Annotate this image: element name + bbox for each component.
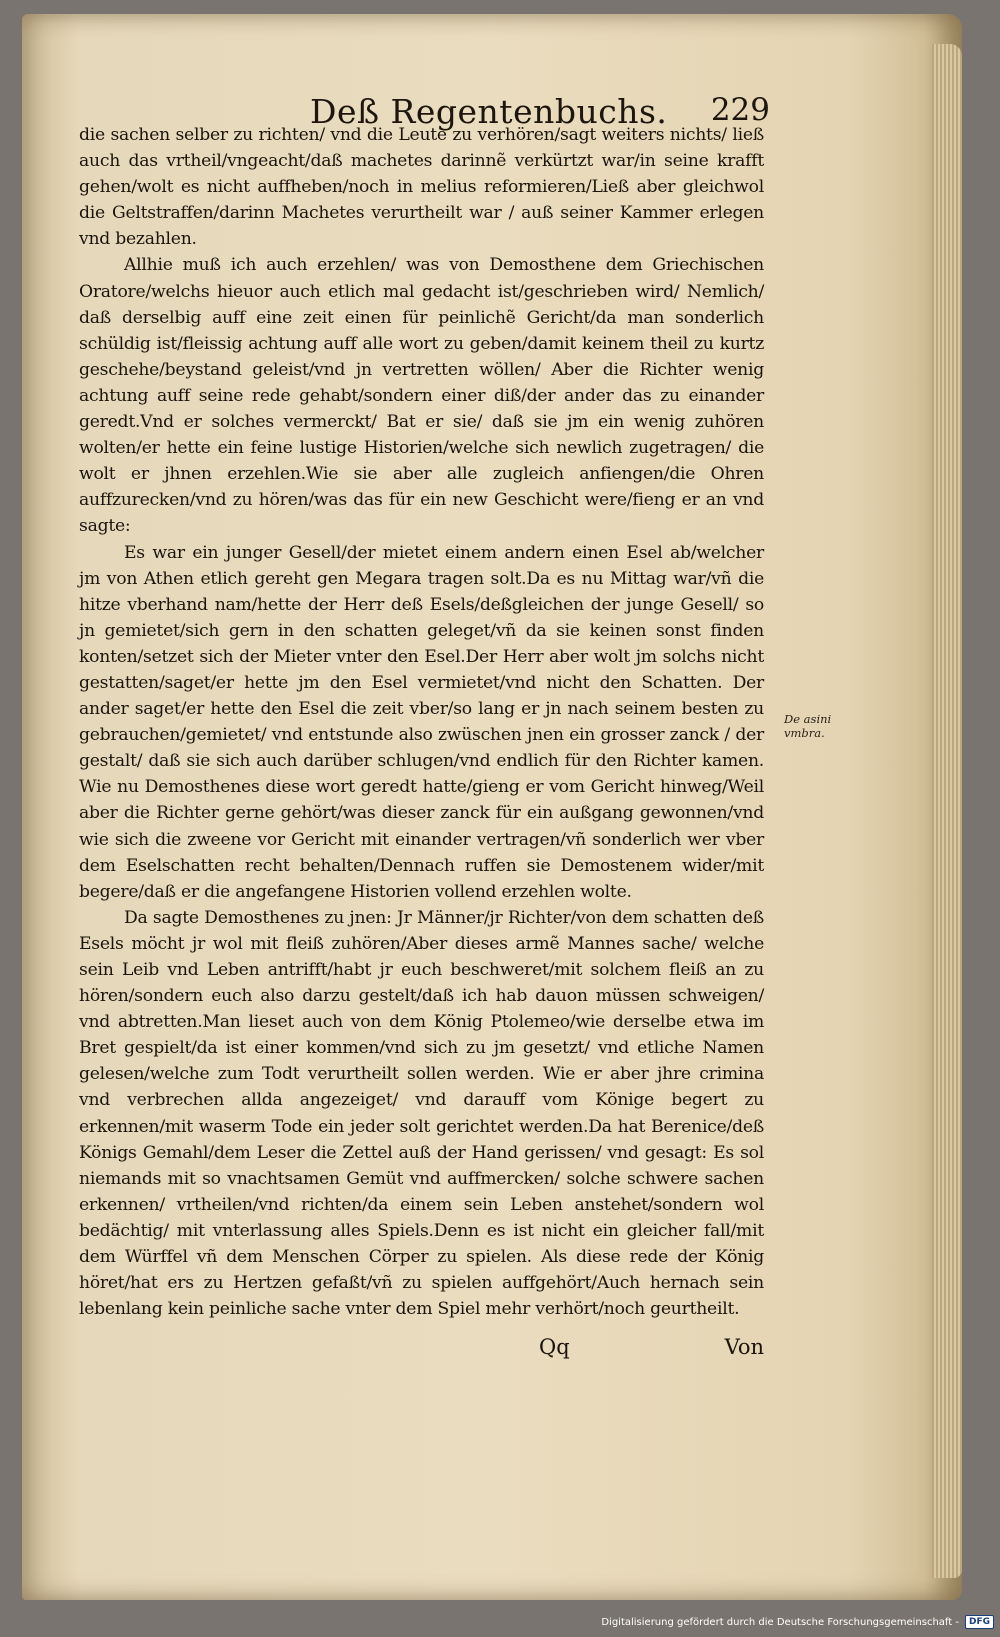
- paragraph: Allhie muß ich auch erzehlen/ was von Demosthene dem Griechischen Oratore/welchs hieuor auch etlich mal gedacht ist/geschrieben wird/ Nemlich/ daß derselbig auff eine zeit einen für peinlichẽ Gericht/da man sonderlich schüldig ist/fleissig achtung auff alle wort zu geben/damit keinem theil zu kurtz geschehe/beystand geleist/vnd jn vertretten wöllen/ Aber die Richter wenig achtung auff seine rede gehabt/sondern einer diß/der ander das zu einander geredt.Vnd er solches vermerckt/ Bat er sie/ daß sie jm ein wenig zuhören wolten/er hette ein feine lustige Historien/welche sich newlich zugetragen/ die wolt er jhnen erzehlen.Wie sie aber alle zugleich anfiengen/die Ohren auffzurecken/vnd zu hören/was das für ein new Geschicht were/fieng er an vnd sagte:: [79, 255, 764, 537]
- dfg-logo-icon: DFG: [965, 1615, 994, 1629]
- page-number: 229: [710, 92, 770, 128]
- marginal-note: De asini vmbra.: [784, 712, 832, 740]
- page-edge: [932, 44, 962, 1578]
- paragraph: die sachen selber zu richten/ vnd die Leute zu verhören/sagt weiters nichts/ ließ auch das vrtheil/vngeacht/daß machetes darinnẽ verkürtzt war/in seine krafft gehen/wolt es nicht auffheben/noch in melius reformieren/Ließ aber gleichwol die Geltstraffen/darinn Machetes verurtheilt war / auß seiner Kammer erlegen vnd bezahlen.: [79, 125, 764, 250]
- digitization-footer: [601, 1609, 994, 1635]
- footer-credit: Digitalisierung gefördert durch die Deutsche Forschungsgemeinschaft -: [601, 1616, 959, 1628]
- paragraph: Da sagte Demosthenes zu jnen: Jr Männer/jr Richter/von dem schatten deß Esels möcht jr wol mit fleiß zuhören/Aber dieses armẽ Mannes sache/ welche sein Leib vnd Leben antrifft/habt jr euch beschweret/mit solchem fleiß an zu hören/sondern euch also darzu gestelt/daß ich hab dauon müssen schweigen/ vnd abtretten.Man lieset auch von dem König Ptolemeo/wie derselbe etwa im Bret gespielt/da ist einer kommen/vnd sich zu jm gesetzt/ vnd etliche Namen gelesen/welche zum Todt verurtheilt sollen werden. Wie er aber jhre crimina vnd verbrechen allda angezeiget/ vnd darauff vom Könige begert zu erkennen/mit waserm Tode ein jeder solt gerichtet werden.Da hat Berenice/deß Königs Gemahl/dem Leser die Zettel auß der Hand gerissen/ vnd gesagt: Es sol niemands mit so vnachtsamen Gemüt vnd auffmercken/ solche schwere sachen erkennen/ vrtheilen/vnd richten/da einem sein Leben anstehet/sondern wol bedächtig/ mit vnterlassung alles Spiels.Denn es ist nicht ein gleicher fall/mit dem Würffel vñ dem Menschen Cörper zu spielen. Als diese rede der König höret/hat ers zu Hertzen gefaßt/vñ zu spielen auffgehört/Auch hernach sein lebenlang kein peinliche sache vnter dem Spiel mehr verhört/noch geurtheilt.: [79, 907, 764, 1320]
- running-title: Deß Regentenbuchs.: [310, 92, 668, 131]
- catchword: Von: [724, 1335, 764, 1359]
- signature-mark: Qq: [539, 1335, 570, 1359]
- body-text: [79, 122, 764, 1322]
- paragraph: Es war ein junger Gesell/der mietet einem andern einen Esel ab/welcher jm von Athen etlich gereht gen Megara tragen solt.Da es nu Mittag war/vñ die hitze vberhand nam/hette der Herr deß Esels/deßgleichen der junge Gesell/ so jn gemietet/sich gern in den schatten geleget/vñ da sie keinen sonst finden konten/setzet sich der Mieter vnter den Esel.Der Herr aber wolt jm solchs nicht gestatten/saget/er hette jm den Esel vermietet/vnd nicht den Schatten. Der ander saget/er hette den Esel die zeit vber/so lang er jn nach seinem besten zu gebrauchen/gemietet/ vnd entstunde also zwüschen jnen ein grosser zanck / der gestalt/ daß sie sich auch darüber schlugen/vnd endlich für den Richter kamen. Wie nu Demosthenes diese wort geredt hatte/gieng er vom Gericht hinweg/Weil aber die Richter gerne gehört/was dieser zanck für ein außgang gewonnen/vnd wie sich die zweene vor Gericht mit einander vertragen/vñ sonderlich wer vber dem Eselschatten recht behalten/Dennach ruffen sie Demostenem wider/mit begere/daß er die angefangene Historien vollend erzehlen wolte.: [79, 542, 764, 902]
- catchline: [79, 1335, 764, 1365]
